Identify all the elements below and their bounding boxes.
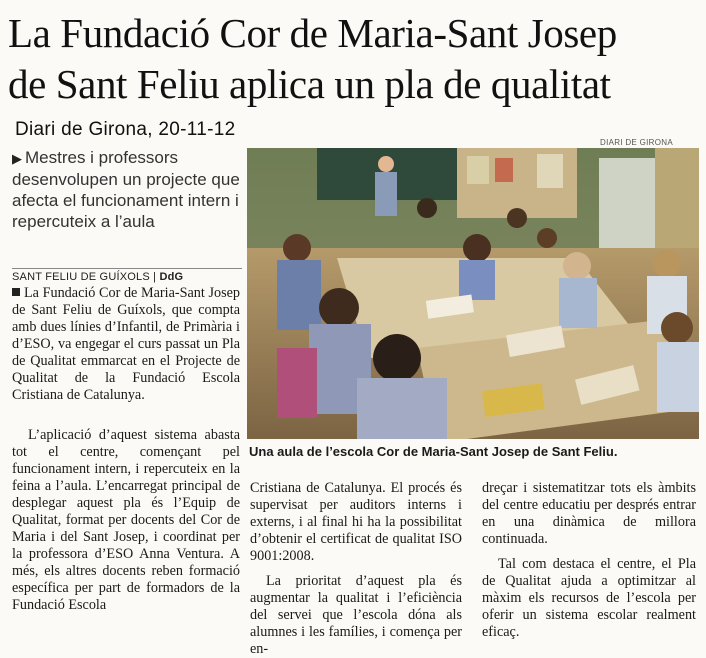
- article-headline: [8, 8, 700, 110]
- paragraph-4: La prioritat d’aquest pla és augmentar la qualitat i l’eficiència del servei que l’escola dóna als alumnes i les famílies, i comença per en-: [250, 573, 462, 657]
- subheadline-text: Mestres i professors desenvolupen un projecte que afecta el funcionament intern i repercuteix a l’aula: [12, 148, 240, 231]
- paragraph-2: L’aplicació d’aquest sistema abasta tot el centre, començant pel funcionament intern, i repercuteix en la feina a l’aula. L’encarregat principal de desplegar aquest pla és l’Equip de Qualitat, format per docents del Cor de Maria i del Sant Josep, i coordinat per la professora d’ESO Anna Ventura. A més, els altres docents reben formació específica per part de formadors de la Fundació Escola: [12, 427, 240, 613]
- byline-agency: DdG: [159, 271, 184, 283]
- paragraph-3: Cristiana de Catalunya. El procés és supervisat per auditors interns i externs, i al final hi ha la possibilitat d’obtenir el certificat de qualitat ISO 9001:2008.: [250, 480, 462, 564]
- headline-line-1: La Fundació Cor de Maria-Sant Josep: [8, 10, 617, 56]
- triangle-bullet-icon: ▶: [12, 151, 22, 166]
- byline-place: SANT FELIU DE GUÍXOLS: [12, 271, 150, 283]
- byline: SANT FELIU DE GUÍXOLS | DdG: [12, 268, 242, 283]
- classroom-photo-illustration: [247, 148, 699, 439]
- square-bullet-icon: [12, 288, 20, 296]
- headline-line-2: de Sant Feliu aplica un pla de qualitat: [8, 61, 611, 107]
- photo-credit: DIARI DE GIRONA: [600, 138, 673, 147]
- article-column-3: [482, 480, 696, 641]
- article-column-1: [12, 427, 240, 614]
- article-column-2: [250, 480, 462, 658]
- article-lead-paragraph: [12, 285, 240, 404]
- photo-caption: Una aula de l’escola Cor de Maria-Sant Josep de Sant Feliu.: [249, 444, 618, 459]
- paragraph-5: dreçar i sistematitzar tots els àmbits del centre educatiu per després entrar en una dinàmica de millora continuada.: [482, 480, 696, 547]
- paragraph-6: Tal com destaca el centre, el Pla de Qualitat ajuda a optimitzar al màxim els recursos de l’escola per oferir un sistema escolar realment eficaç.: [482, 556, 696, 640]
- subheadline: [12, 147, 242, 232]
- lead-text: La Fundació Cor de Maria-Sant Josep de Sant Feliu de Guíxols, que compta amb dues línies d’Infantil, de Primària i d’ESO, va engegar el curs passat un Pla de Qualitat emmarcat en el Projecte de Qualitat de la Fundació Escola Cristiana de Catalunya.: [12, 285, 240, 403]
- source-date: Diari de Girona, 20-11-12: [15, 119, 236, 140]
- classroom-photo: [247, 148, 699, 439]
